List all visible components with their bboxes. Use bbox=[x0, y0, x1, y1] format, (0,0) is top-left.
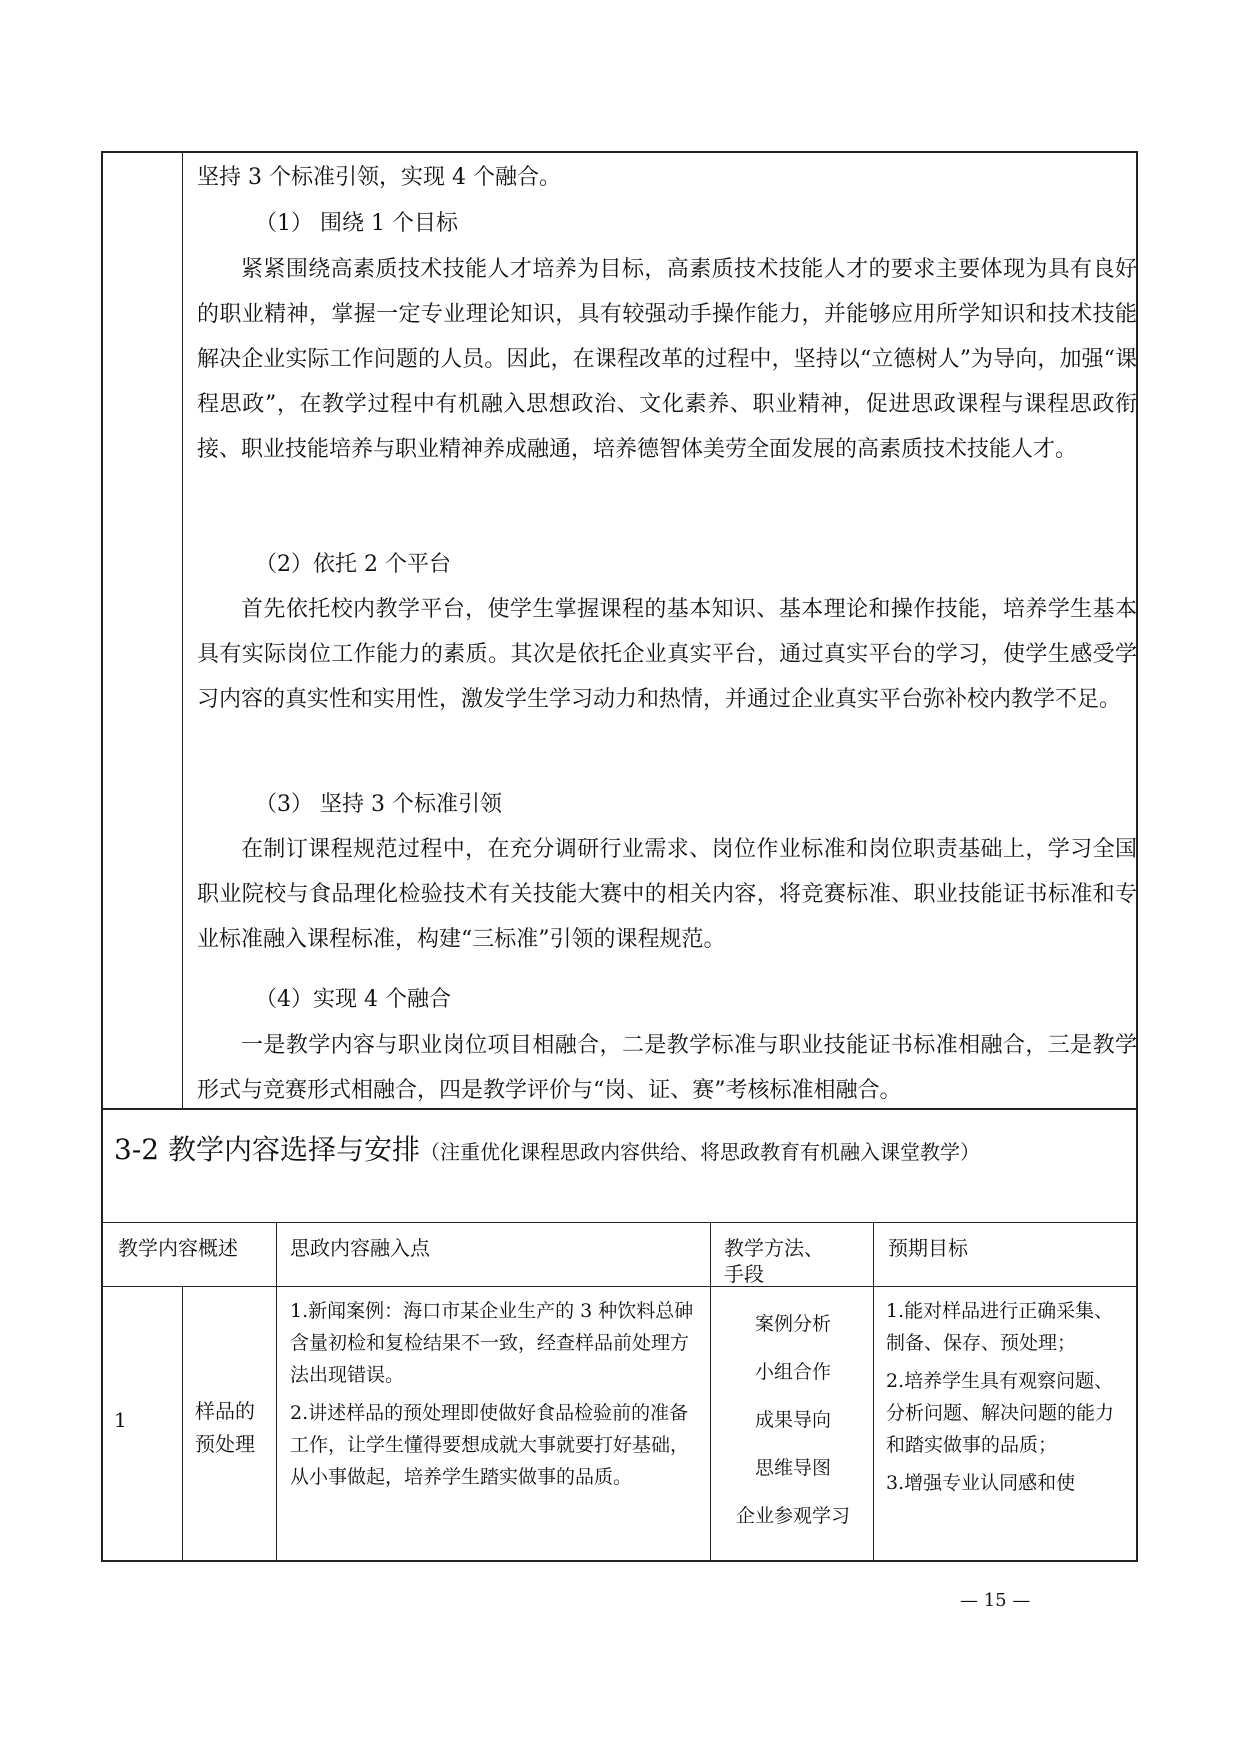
row-index: 1 bbox=[114, 1408, 127, 1432]
heading-item-1: （1） 围绕 1 个目标 bbox=[255, 211, 458, 236]
header-content-overview: 教学内容概述 bbox=[118, 1236, 238, 1260]
intro-line: 坚持 3 个标准引领，实现 4 个融合。 bbox=[197, 165, 561, 190]
goal-item-1: 1.能对样品进行正确采集、制备、保存、预处理； bbox=[886, 1300, 1114, 1354]
table-header-top-line bbox=[101, 1222, 1138, 1223]
row-topic-line1: 样品的 bbox=[195, 1399, 255, 1423]
goal-item-2: 2.培养学生具有观察问题、分析问题、解决问题的能力和踏实做事的品质； bbox=[886, 1370, 1115, 1456]
row-goals-cell bbox=[886, 1295, 1130, 1557]
body-item-2: 首先依托校内教学平台，使学生掌握课程的基本知识、基本理论和操作技能，培养学生基本具有实际岗位工作能力的素质。其次是依托企业真实平台，通过真实平台的学习，使学生感受学习内容的真实性和实用性，激发学生学习动力和热情，并通过企业真实平台弥补校内教学不足。 bbox=[197, 597, 1137, 712]
section-title bbox=[114, 1128, 980, 1168]
row-methods-cell bbox=[718, 1300, 868, 1540]
heading-item-3: （3） 坚持 3 个标准引领 bbox=[255, 792, 502, 817]
goal-item-3: 3.增强专业认同感和使 bbox=[886, 1472, 1076, 1494]
table-col-line-3 bbox=[873, 1222, 874, 1561]
page-number: — 15 — bbox=[960, 1590, 1031, 1611]
method-item: 成果导向 bbox=[754, 1409, 831, 1431]
ideology-point-1: 1.新闻案例：海口市某企业生产的 3 种饮料总砷含量初检和复检结果不一致，经查样品前处理方法出现错误。 bbox=[290, 1300, 694, 1386]
heading-item-2: （2）依托 2 个平台 bbox=[255, 552, 451, 577]
heading-item-4: （4）实现 4 个融合 bbox=[255, 987, 451, 1012]
table-bottom-line bbox=[101, 1560, 1138, 1562]
header-methods-line2: 手段 bbox=[724, 1262, 764, 1286]
ideology-point-2: 2.讲述样品的预处理即使做好食品检验前的准备工作，让学生懂得要想成就大事就要打好基础，从小事做起，培养学生踏实做事的品质。 bbox=[290, 1402, 690, 1488]
frame-top-line bbox=[101, 151, 1138, 153]
top-inner-column-line bbox=[182, 151, 183, 1108]
method-item: 思维导图 bbox=[754, 1457, 831, 1479]
body-item-3: 在制订课程规范过程中，在充分调研行业需求、岗位作业标准和岗位职责基础上，学习全国职业院校与食品理化检验技术有关技能大赛中的相关内容，将竞赛标准、职业技能证书标准和专业标准融入课程标准，构建“三标准”引领的课程规范。 bbox=[197, 837, 1137, 952]
table-header-bottom-line bbox=[101, 1286, 1138, 1287]
body-item-4: 一是教学内容与职业岗位项目相融合，二是教学标准与职业技能证书标准相融合，三是教学形式与竞赛形式相融合，四是教学评价与“岗、证、赛”考核标准相融合。 bbox=[197, 1033, 1137, 1103]
section-title-main: 3-2 教学内容选择与安排 bbox=[114, 1133, 420, 1166]
header-methods-line1: 教学方法、 bbox=[724, 1236, 824, 1260]
header-expected-goals: 预期目标 bbox=[888, 1236, 968, 1260]
table-col-line-2 bbox=[710, 1222, 711, 1561]
row-topic-line2: 预处理 bbox=[195, 1432, 255, 1456]
method-item: 小组合作 bbox=[754, 1361, 831, 1383]
header-ideology-points: 思政内容融入点 bbox=[290, 1236, 430, 1260]
body-item-1: 紧紧围绕高素质技术技能人才培养为目标，高素质技术技能人才的要求主要体现为具有良好的职业精神，掌握一定专业理论知识，具有较强动手操作能力，并能够应用所学知识和技术技能解决企业实际工作问题的人员。因此，在课程改革的过程中，坚持以“立德树人”为导向，加强“课程思政”，在教学过程中有机融入思想政治、文化素养、职业精神，促进思政课程与课程思政衔接、职业技能培养与职业精神养成融通，培养德智体美劳全面发展的高素质技术技能人才。 bbox=[197, 257, 1137, 462]
row-ideology-cell bbox=[290, 1295, 700, 1499]
table-col-line-1 bbox=[276, 1222, 277, 1561]
method-item: 案例分析 bbox=[754, 1313, 831, 1335]
method-item: 企业参观学习 bbox=[735, 1505, 850, 1527]
frame-left-line bbox=[101, 151, 103, 1561]
table-col-line-index bbox=[182, 1286, 183, 1561]
section-title-note: （注重优化课程思政内容供给、将思政教育有机融入课堂教学） bbox=[420, 1140, 980, 1164]
